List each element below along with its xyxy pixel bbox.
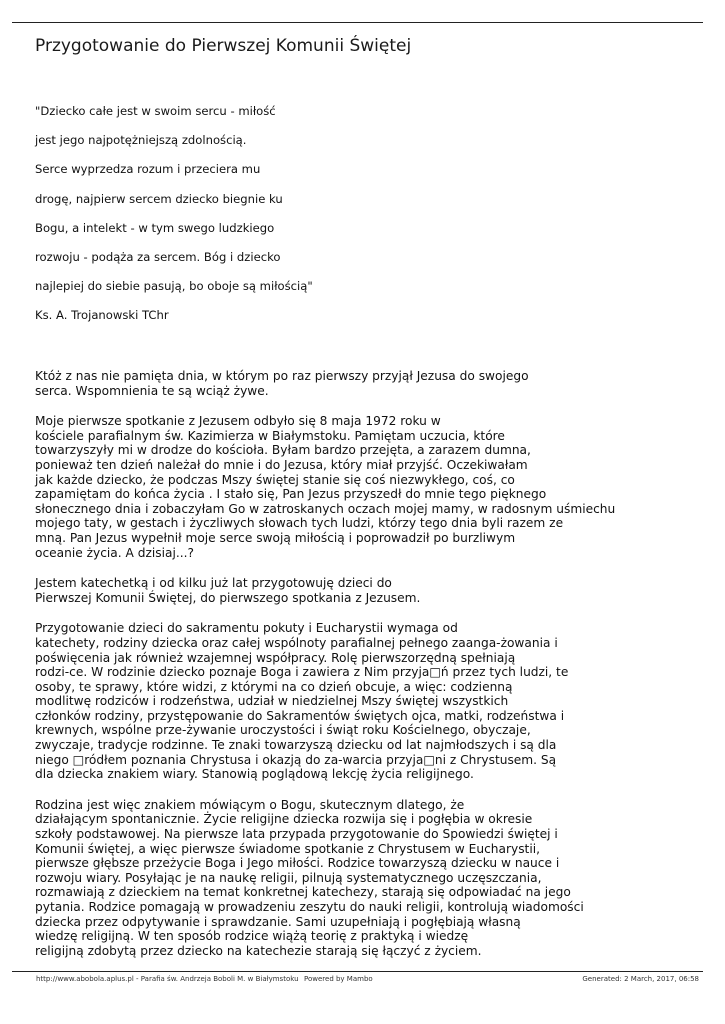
- text-line: jak każde dziecko, że podczas Mszy świętej stanie się coś niezwykłego, coś, co: [35, 472, 515, 487]
- text-line: osoby, te sprawy, które widzi, z którymi na co dzień obcuje, a więc: codzienną: [35, 679, 513, 694]
- text-line: pytania. Rodzice pomagają w prowadzeniu zeszytu do nauki religii, kontrolują wiadomości: [35, 900, 584, 914]
- text-line: pierwsze głębsze przeżycie Boga i Jego miłości. Rodzice towarzyszą dziecku w nauce i: [35, 856, 560, 871]
- quote-line: najlepiej do siebie pasują, bo oboje są miłością": [35, 279, 313, 294]
- text-line: Jestem katechetką i od kilku już lat przygotowuję dzieci do: [35, 576, 392, 591]
- quote-author: Ks. A. Trojanowski TChr: [35, 308, 169, 323]
- text-line: dziecka przez odpytywanie i sprawdzanie. Sami uzupełniają i pogłębiają własną: [35, 914, 521, 929]
- text-line: ponieważ ten dzień należał do mnie i do Jezusa, który miał przyjść. Oczekiwałam: [35, 457, 528, 472]
- text-line: Moje pierwsze spotkanie z Jezusem odbyło się 8 maja 1972 roku w: [35, 414, 441, 429]
- text-line: religijną zdobytą przez dziecko na katechezie starają się łączyć z życiem.: [35, 943, 482, 958]
- text-line: Przygotowanie dzieci do sakramentu pokuty i Eucharystii wymaga od: [35, 621, 458, 636]
- text-line: mną. Pan Jezus wypełnił moje serce swoją miłością i poprowadził po burzliwym: [35, 530, 516, 545]
- page-title: Przygotowanie do Pierwszej Komunii Świętej: [35, 36, 412, 56]
- footer-site-url: http://www.abobola.aplus.pl - Parafia św. Andrzeja Boboli M. w Białymstoku: [36, 975, 299, 983]
- quote-line: drogę, najpierw sercem dziecko biegnie ku: [35, 191, 283, 206]
- bottom-rule: [12, 971, 703, 972]
- paragraph: [35, 369, 705, 398]
- text-line: rozmawiają z dzieckiem na temat konkretnej katechezy, starają się odpowiadać na jego: [35, 885, 571, 900]
- text-line: wiedzę religijną. W ten sposób rodzice wiążą teorię z praktyką i wiedzę: [35, 929, 469, 944]
- text-line: Rodzina jest więc znakiem mówiącym o Bogu, skutecznym dlatego, że: [35, 797, 465, 812]
- text-line: kościele parafialnym św. Kazimierza w Białymstoku. Pamiętam uczucia, które: [35, 428, 505, 443]
- text-line: Komunii świętej, a więc pierwsze świadome spotkanie z Chrystusem w Eucharystii,: [35, 841, 540, 856]
- text-line: niego □ródłem poznania Chrystusa i okazją do za-warcia przyja□ni z Chrystusem. Są: [35, 752, 557, 767]
- text-line: katechety, rodziny dziecka oraz całej wspólnoty parafialnej pełnego zaanga-żowania i: [35, 635, 558, 650]
- text-line: zapamiętam do końca życia . I stało się, Pan Jezus przyszedł do mnie tego pięknego: [35, 487, 547, 502]
- text-line: dla dziecka znakiem wiary. Stanowią poglądową lekcję życia religijnego.: [35, 767, 474, 782]
- paragraph: [35, 621, 705, 782]
- text-line: modlitwę rodziców i rodzeństwa, udział w niedzielnej Mszy świętej wszystkich: [35, 694, 509, 709]
- quote-line: jest jego najpotężniejszą zdolnością.: [35, 133, 247, 148]
- text-line: mojego taty, w gestach i życzliwych słowach tych ludzi, którzy tego dnia byli razem ze: [35, 516, 564, 531]
- text-line: rozwoju wiary. Posyłając je na naukę religii, pilnują systematycznego uczęszczania,: [35, 870, 542, 885]
- text-line: poświęcenia jak również wzajemnej współpracy. Rolę pierwszorzędną spełniają: [35, 650, 516, 665]
- text-line: towarzyszyły mi w drodze do kościoła. Byłam bardzo przejęta, a zarazem dumna,: [35, 443, 531, 458]
- paragraph: [35, 576, 705, 605]
- footer-powered-by: Powered by Mambo: [304, 975, 373, 983]
- quote-line: "Dziecko całe jest w swoim sercu - miłość: [35, 104, 276, 118]
- quote-line: Serce wyprzedza rozum i przeciera mu: [35, 162, 261, 177]
- text-line: Któż z nas nie pamięta dnia, w którym po raz pierwszy przyjął Jezusa do swojego: [35, 369, 529, 383]
- article-body: [35, 369, 705, 974]
- paragraph: [35, 414, 705, 560]
- opening-quote: [35, 104, 313, 338]
- text-line: rodzi-ce. W rodzinie dziecko poznaje Boga i zawiera z Nim przyja□ń przez tych ludzi, te: [35, 665, 569, 680]
- text-line: słonecznego dnia i zobaczyłam Go w zatroskanych oczach mojej mamy, w radosnym uśmiechu: [35, 501, 616, 516]
- text-line: zwyczaje, tradycje rodzinne. Te znaki towarzyszą dziecku od lat najmłodszych i są dla: [35, 738, 557, 753]
- text-line: Pierwszej Komunii Świętej, do pierwszego spotkania z Jezusem.: [35, 590, 421, 605]
- text-line: szkoły podstawowej. Na pierwsze lata przypada przygotowanie do Spowiedzi świętej i: [35, 827, 558, 842]
- text-line: członków rodziny, przystępowanie do Sakramentów świętych ojca, matki, rodzeństwa i: [35, 708, 565, 723]
- text-line: krewnych, wspólne prze-żywanie uroczystości i świąt roku Kościelnego, obyczaje,: [35, 723, 531, 738]
- text-line: oceanie życia. A dzisiaj...?: [35, 545, 194, 560]
- text-line: serca. Wspomnienia te są wciąż żywe.: [35, 383, 269, 398]
- paragraph: [35, 798, 705, 959]
- footer-generated-date: Generated: 2 March, 2017, 06:58: [582, 975, 699, 983]
- quote-line: rozwoju - podąża za sercem. Bóg i dziecko: [35, 249, 281, 264]
- quote-line: Bogu, a intelekt - w tym swego ludzkiego: [35, 220, 275, 235]
- top-rule: [12, 22, 703, 23]
- text-line: działającym spontanicznie. Życie religijne dziecka rozwija się i pogłębia w okresie: [35, 812, 533, 827]
